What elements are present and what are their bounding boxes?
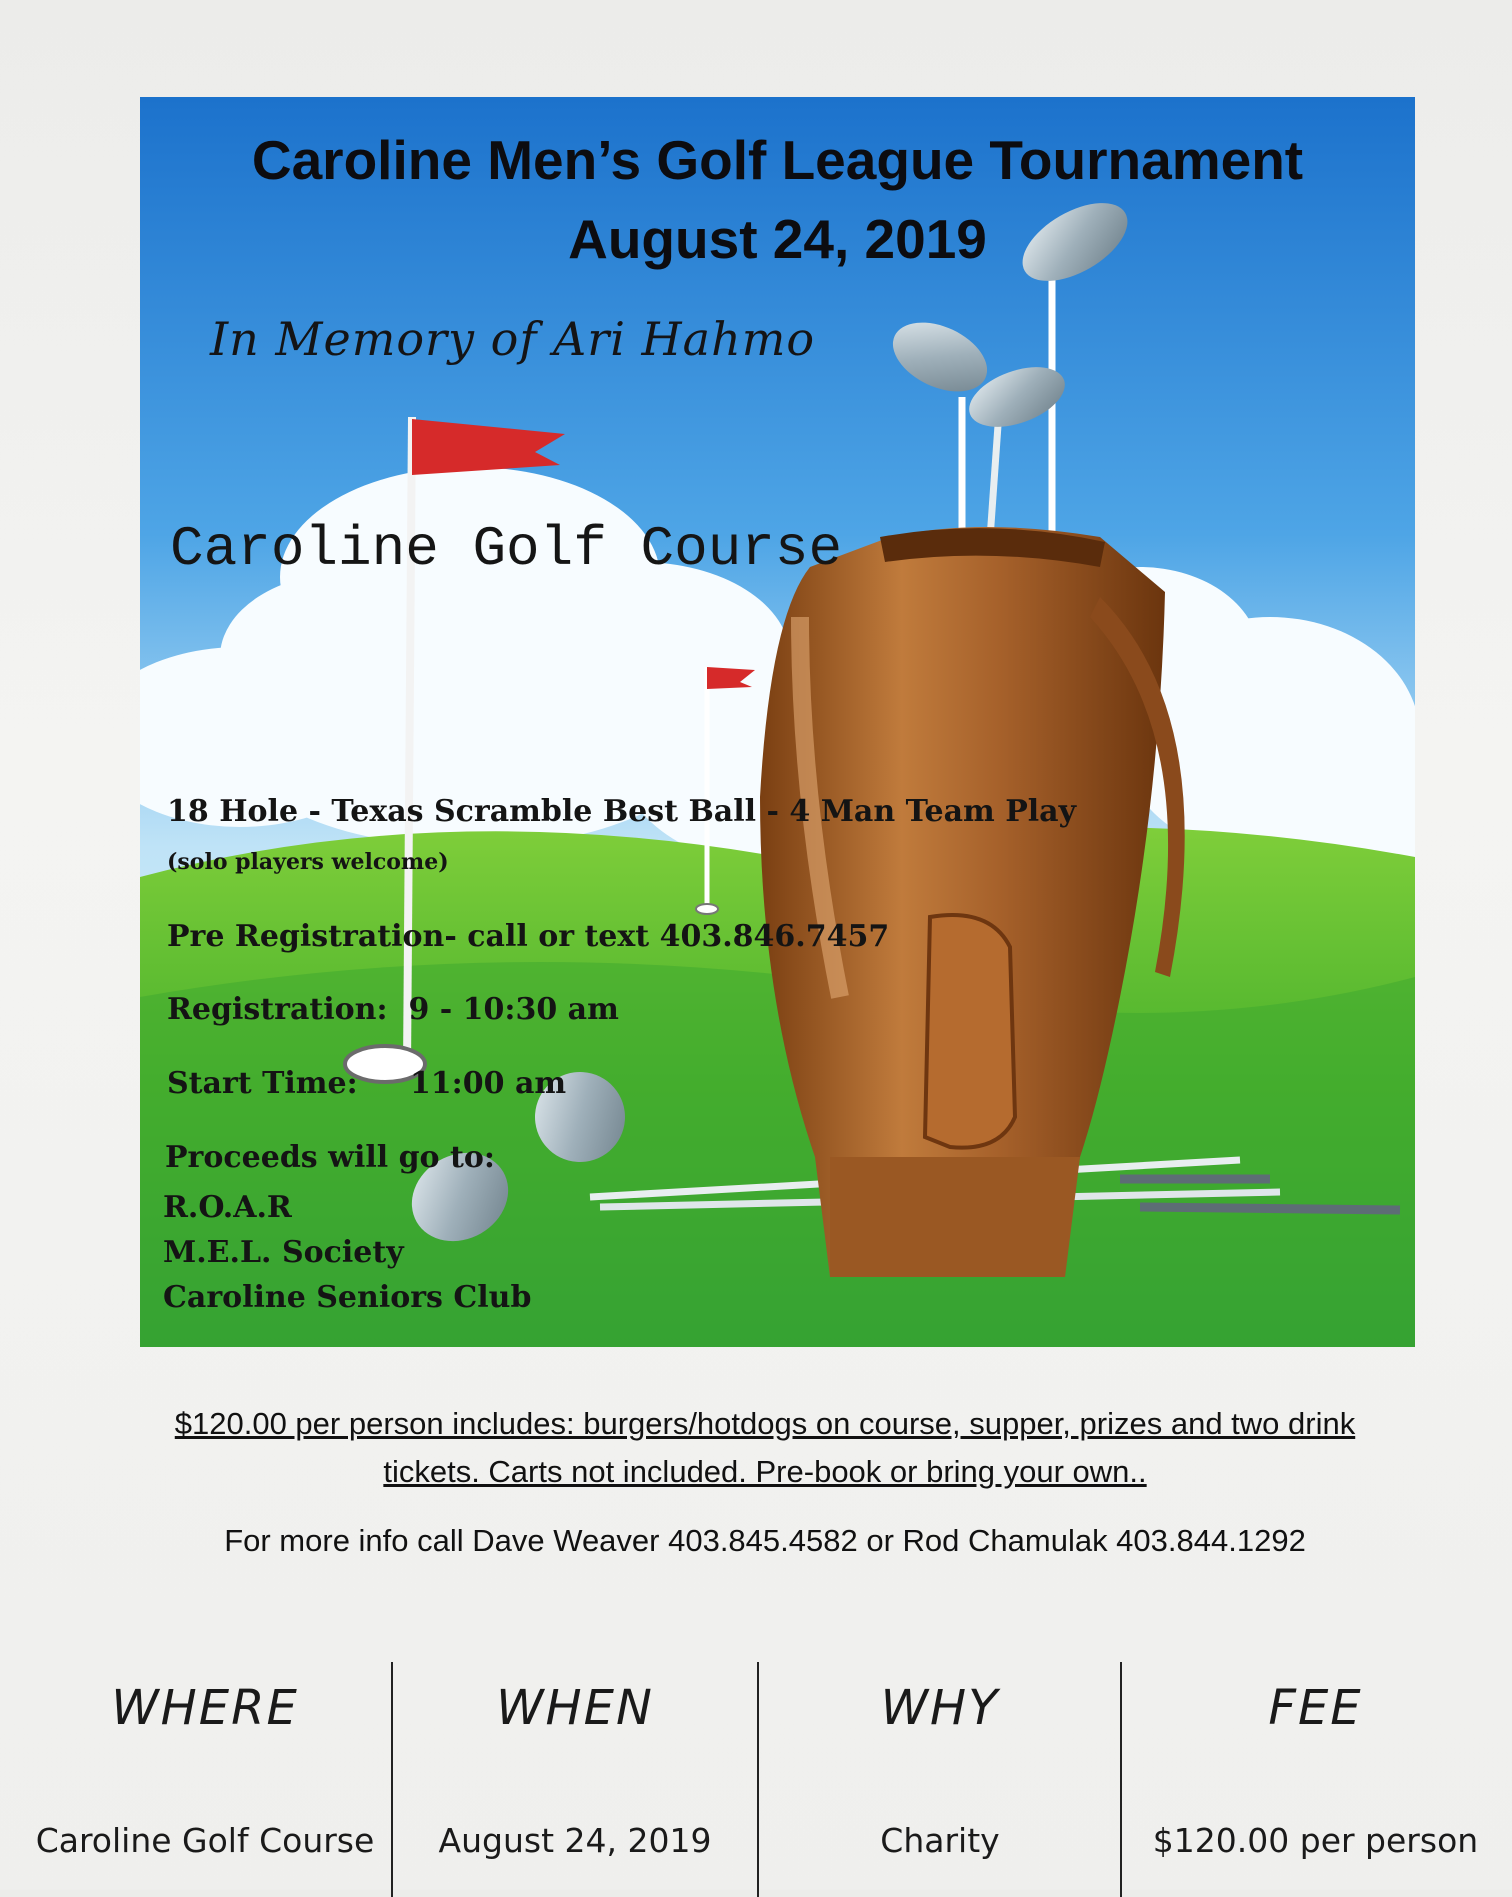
beneficiary-item: Caroline Seniors Club: [163, 1280, 532, 1315]
summary-value: $120.00 per person: [1152, 1821, 1479, 1860]
pricing-line: tickets. Carts not included. Pre-book or bring your own..: [383, 1454, 1147, 1489]
solo-players-note: (solo players welcome): [167, 849, 449, 875]
summary-heading: WHEN: [496, 1680, 654, 1736]
summary-value: Caroline Golf Course: [35, 1821, 375, 1860]
summary-fee: [1123, 1640, 1508, 1890]
registration-line: [167, 992, 619, 1027]
summary-value: Charity: [880, 1821, 1000, 1860]
registration-time: 9 - 10:30 am: [408, 992, 619, 1027]
summary-heading: WHERE: [111, 1680, 299, 1736]
start-label: Start Time:: [167, 1066, 358, 1101]
tournament-date: August 24, 2019: [568, 208, 987, 270]
registration-label: Registration:: [167, 992, 388, 1027]
beneficiary-item: R.O.A.R: [163, 1190, 292, 1225]
start-time: 11:00 am: [409, 1066, 567, 1101]
preregistration-line: Pre Registration- call or text 403.846.7457: [167, 919, 890, 954]
pricing-details: [95, 1400, 1435, 1496]
column-divider: [1120, 1662, 1122, 1897]
start-time-line: [167, 1066, 566, 1101]
summary-why: [760, 1640, 1120, 1890]
play-format: 18 Hole - Texas Scramble Best Ball - 4 Man Team Play: [167, 794, 1077, 829]
column-divider: [391, 1662, 393, 1897]
summary-when: [395, 1640, 755, 1890]
pricing-line: $120.00 per person includes: burgers/hotdogs on course, supper, prizes and two drink: [174, 1406, 1356, 1441]
beneficiary-item: M.E.L. Society: [163, 1235, 404, 1270]
course-name: Caroline Golf Course: [170, 517, 843, 581]
summary-heading: FEE: [1268, 1680, 1363, 1736]
tournament-title: Caroline Men’s Golf League Tournament: [251, 129, 1304, 191]
summary-value: August 24, 2019: [438, 1821, 712, 1860]
flyer-poster: [140, 97, 1415, 1347]
proceeds-label: Proceeds will go to:: [165, 1140, 495, 1175]
contact-info: For more info call Dave Weaver 403.845.4582 or Rod Chamulak 403.844.1292: [224, 1523, 1306, 1558]
memorial-dedication: In Memory of Ari Hahmo: [210, 312, 816, 366]
summary-heading: WHY: [880, 1680, 1000, 1736]
summary-table: [0, 1640, 1512, 1890]
column-divider: [757, 1662, 759, 1897]
summary-where: [20, 1640, 390, 1890]
beneficiary-list: [163, 1185, 663, 1320]
